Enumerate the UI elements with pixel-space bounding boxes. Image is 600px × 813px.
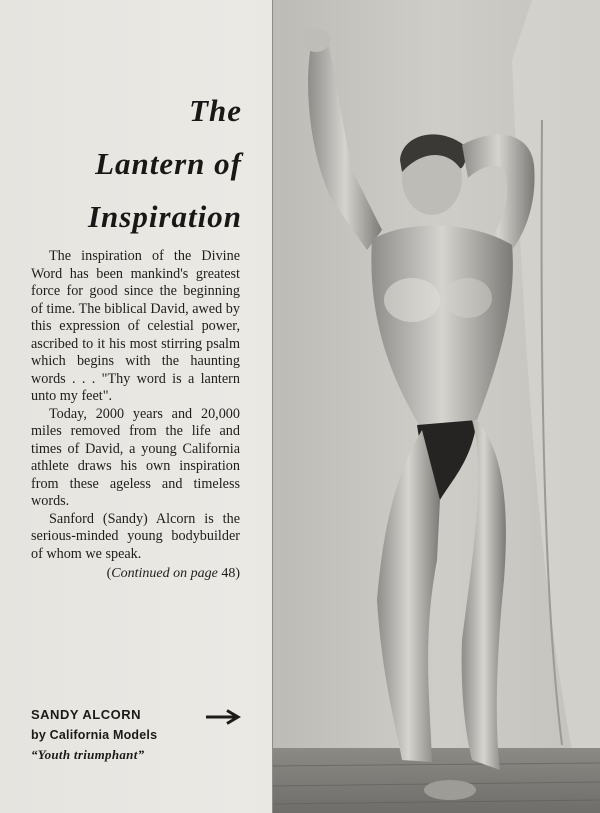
article-title — [88, 84, 242, 243]
article-body — [31, 248, 240, 583]
bodybuilder-posing-photo — [272, 0, 600, 813]
continued-label: Continued on page — [111, 566, 218, 581]
caption-quote: “Youth triumphant” — [31, 747, 145, 762]
caption-credit: by California Models — [31, 728, 158, 742]
title-line: The — [189, 93, 242, 128]
paragraph: Today, 2000 years and 20,000 miles removed from the life and times of David, a young California athlete draws his own inspiration from these ageless and timeless words. — [31, 405, 240, 509]
paragraph: Sanford (Sandy) Alcorn is the serious-minded young bodybuilder of whom we speak. — [31, 510, 240, 562]
continued-note[interactable]: (Continued on page 48) — [106, 566, 240, 581]
caption-name: SANDY ALCORN — [31, 707, 142, 722]
title-line: Inspiration — [87, 199, 242, 234]
text-column — [0, 0, 272, 813]
photo-illustration — [272, 0, 600, 813]
paragraph: The inspiration of the Divine Word has been mankind's greatest force for good since the beginning of time. The biblical David, awed by this expression of celestial power, ascribed to it his most stirring psalm which begins with the haunting words . . . "Thy word is a lantern unto my feet". — [31, 248, 240, 404]
title-line: Lantern of — [95, 146, 242, 181]
continued-page: 48 — [221, 566, 236, 581]
arrow-right-icon — [205, 709, 241, 725]
